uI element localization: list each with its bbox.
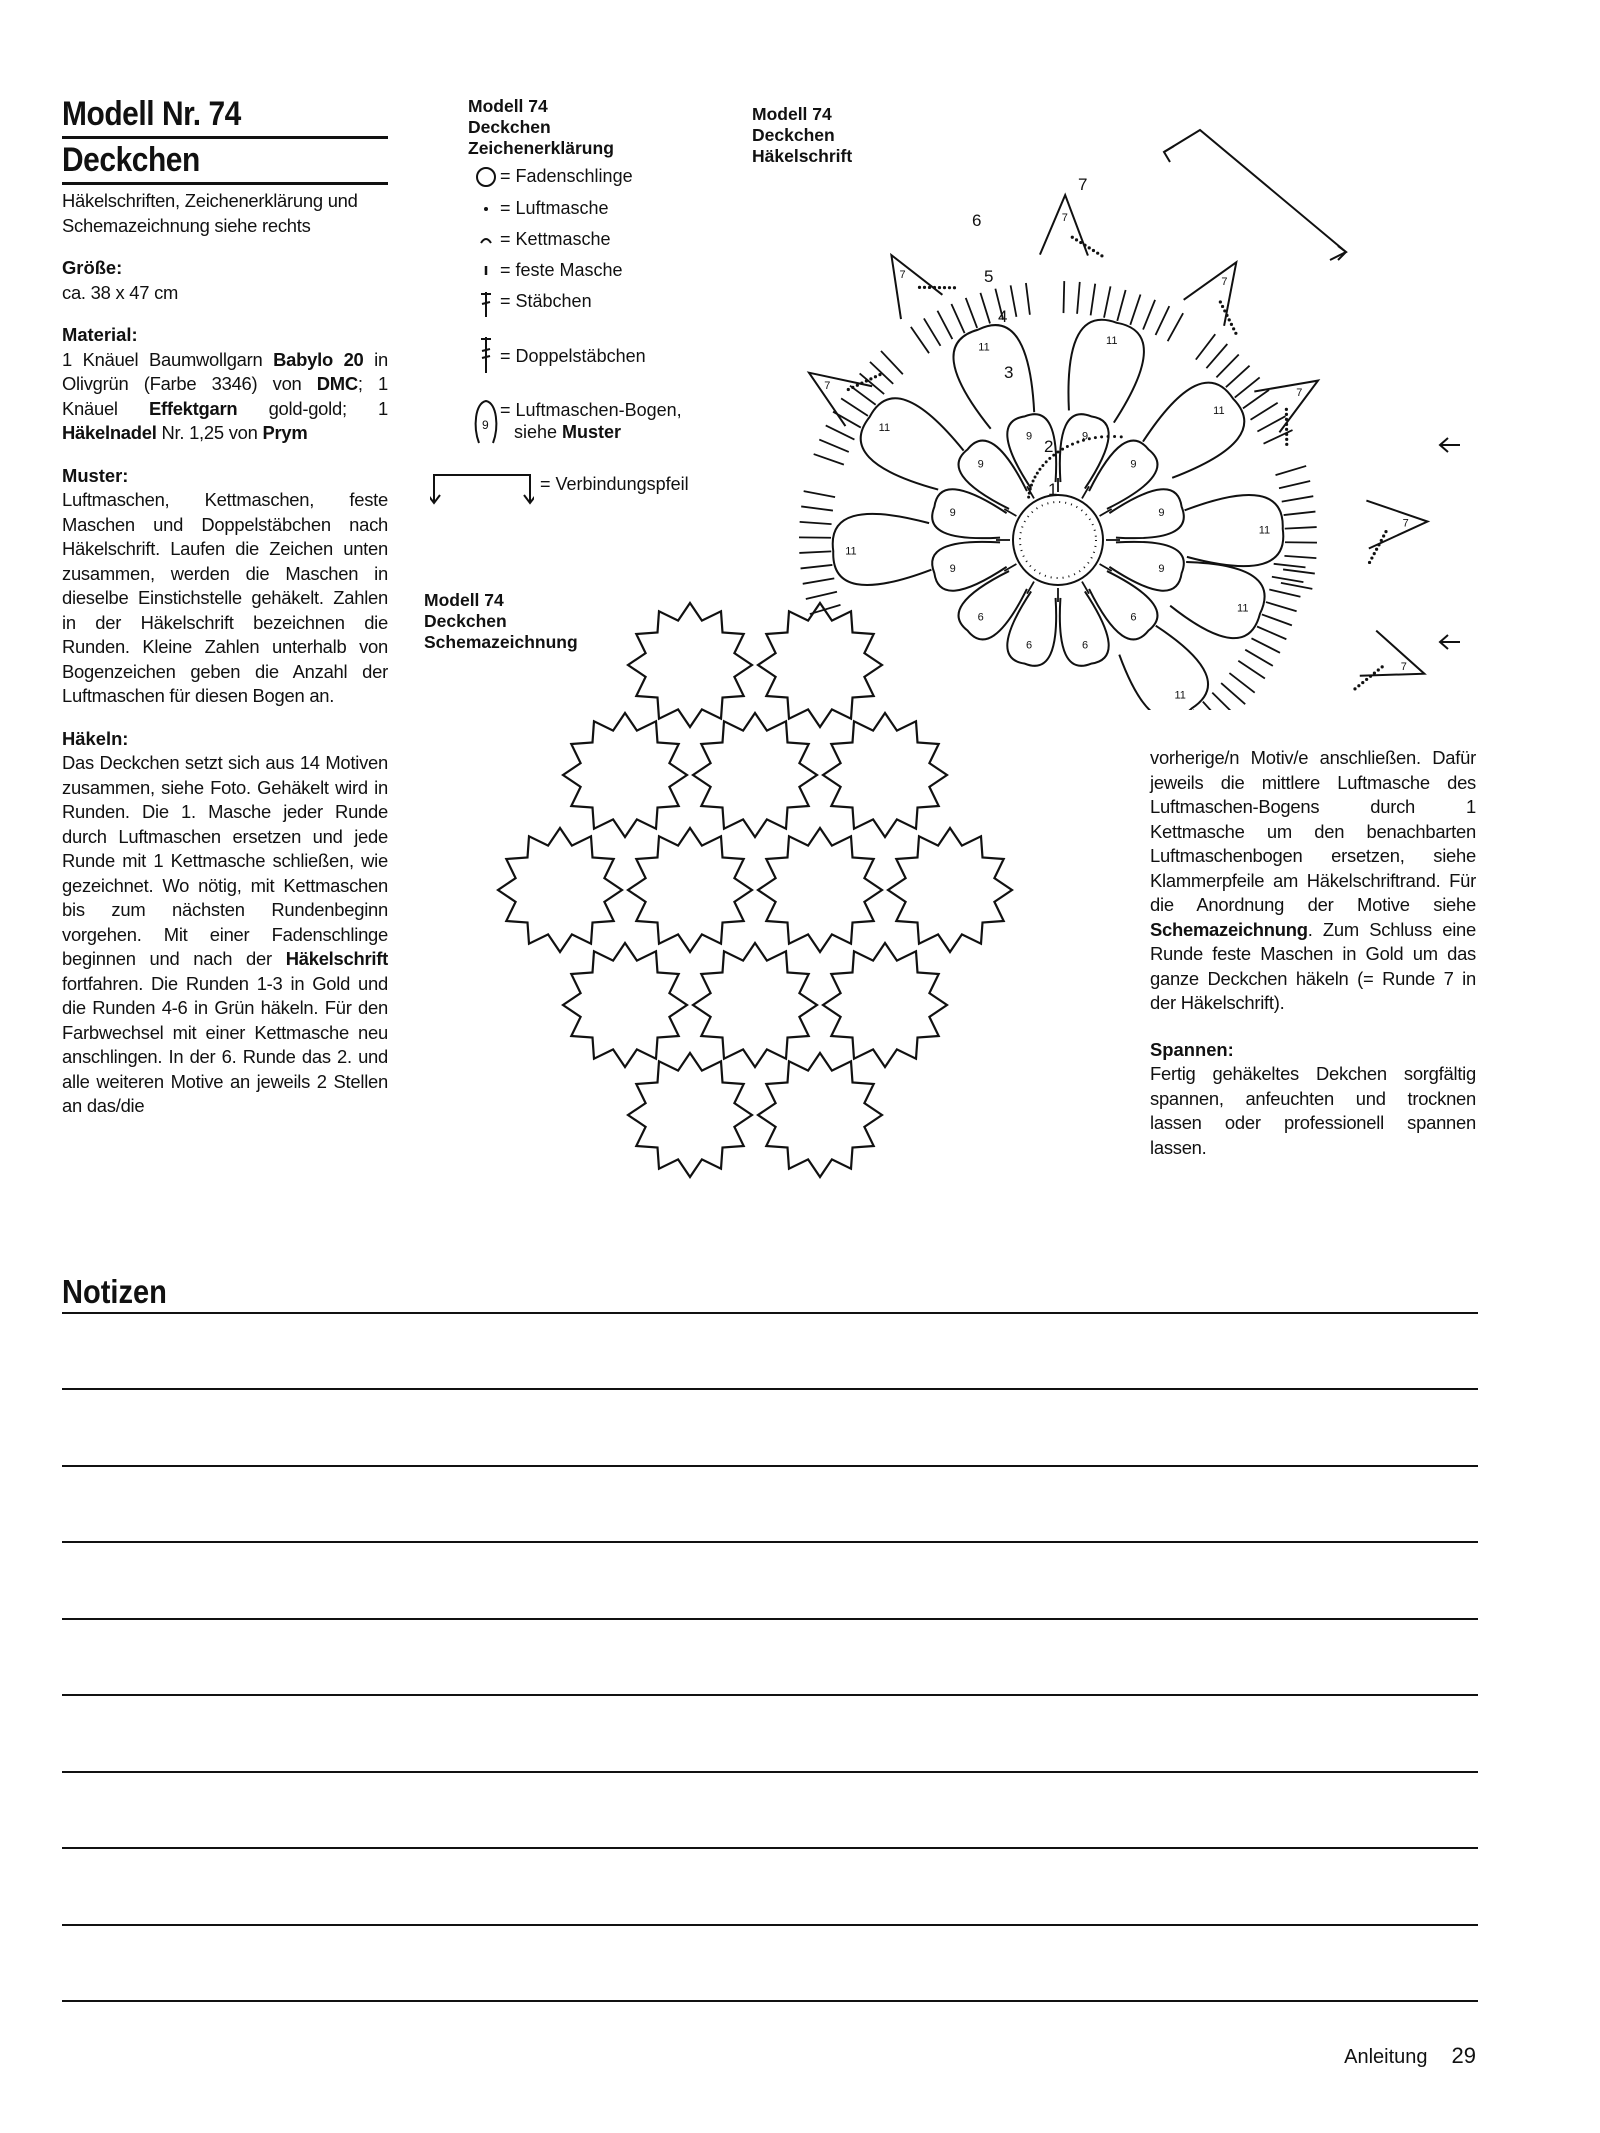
svg-text:11: 11	[878, 421, 891, 434]
svg-text:11: 11	[1213, 405, 1225, 418]
arc-icon	[468, 228, 504, 250]
chain-arc	[861, 398, 964, 489]
chain-arc	[959, 441, 1027, 509]
chain-arc	[953, 325, 1034, 429]
note-line	[62, 1618, 1478, 1620]
svg-text:7: 7	[899, 269, 906, 282]
chain-arc	[1109, 489, 1183, 538]
svg-text:9: 9	[949, 562, 956, 575]
svg-text:9: 9	[1158, 562, 1165, 575]
dc-icon	[468, 290, 504, 318]
schema-label: Modell 74 Deckchen Schemazeichnung	[424, 590, 578, 652]
svg-text:11: 11	[1237, 602, 1249, 615]
star-motif	[563, 713, 687, 837]
model-title: Modell Nr. 74	[62, 95, 241, 133]
title-rule	[62, 136, 388, 139]
loop-icon	[468, 165, 504, 189]
model-subtitle: Deckchen	[62, 141, 200, 179]
star-motif	[758, 1053, 882, 1177]
material-text: 1 Knäuel Baumwollgarn Babylo 20 in Olivgrün (Farbe 3346) von DMC; 1 Knäuel Effektgarn gold-gold; 1 Häkelnadel Nr. 1,25 von Prym	[62, 348, 388, 443]
footer-section: Anleitung	[1344, 2046, 1428, 2068]
svg-text:6: 6	[1026, 639, 1033, 652]
tr-icon	[468, 335, 504, 375]
star-motif	[563, 943, 687, 1067]
chain-arc	[1060, 414, 1109, 488]
svg-text:7: 7	[824, 379, 831, 392]
round-number: 1	[1048, 480, 1058, 499]
chain-arc	[932, 489, 1006, 538]
stretch-heading: Spannen:	[1150, 1038, 1234, 1060]
star-motif	[823, 713, 947, 837]
chain-arc-icon	[468, 397, 504, 445]
pattern-text: Luftmaschen, Kettmaschen, feste Maschen und Doppelstäbchen nach Häkelschrift. Laufen die Zeichen unten zusammen, werden die Maschen in dieselbe Einstichstelle gehäkelt. Zahlen in der Häkelschrift bezeichnen die Runden. Kleine Zahlen unterhalb von Bogenzeichen geben die Anzahl der Luftmaschen für diesen Bogen an.	[62, 489, 388, 706]
svg-text:7: 7	[1400, 661, 1407, 674]
svg-text:7: 7	[1061, 212, 1068, 225]
dot-icon	[468, 197, 504, 219]
chain-arc	[1089, 441, 1157, 509]
note-line	[62, 1771, 1478, 1773]
crochet-chart-label: Modell 74 Deckchen Häkelschrift	[752, 104, 853, 166]
star-motif	[888, 828, 1012, 952]
crochet-text: Das Deckchen setzt sich aus 14 Motiven zusammen, siehe Foto. Gehäkelt wird in Runden. Die 1. Masche jeder Runde durch Luftmaschen ersetzen und jede Runde mit 1 Kettmasche schließen, wie gezeichnet. Wo nötig, mit Kettmaschen bis zum nächsten Rundenbeginn vorgehen. Mit einer Fadenschlinge beginnen und nach der Häkelschrift fortfahren. Die Runden 1-3 in Gold und die Runden 4-6 in Grün häkeln. Für den Farbwechsel mit einer Kettmasche neu anschlingen. In der 6. Runde das 2. und alle weiteren Motive an jeweils 2 Stellen an das/die	[62, 752, 388, 1116]
connect-arrow-right	[1440, 445, 1460, 642]
round-number: 6	[972, 211, 982, 230]
svg-text:11: 11	[1174, 689, 1186, 702]
star-motif	[628, 828, 752, 952]
notes-title: Notizen	[62, 1273, 167, 1310]
material-heading: Material:	[62, 324, 138, 345]
page-footer	[1344, 2043, 1476, 2069]
legend-heading-2: Deckchen	[468, 117, 551, 137]
chain-arc	[1060, 591, 1109, 665]
note-line	[62, 1924, 1478, 1926]
connect-arrow-icon	[430, 469, 534, 505]
svg-text:7: 7	[1402, 517, 1409, 530]
model-intro: Häkelschriften, Zeichenerklärung und Schemazeichnung siehe rechts	[62, 190, 358, 236]
note-line	[62, 1847, 1478, 1849]
bar-icon	[468, 259, 504, 281]
size-heading: Größe:	[62, 257, 123, 278]
star-motif	[823, 943, 947, 1067]
star-motif	[758, 603, 882, 727]
right-column	[1150, 746, 1476, 1160]
pattern-heading: Muster:	[62, 464, 129, 486]
note-line	[62, 1694, 1478, 1696]
svg-text:9: 9	[1158, 507, 1165, 520]
svg-text:11: 11	[978, 341, 990, 354]
note-line	[62, 1541, 1478, 1543]
svg-text:6: 6	[1130, 611, 1137, 624]
subtitle-rule	[62, 182, 388, 185]
chain-arc	[1109, 542, 1183, 591]
size-text: ca. 38 x 47 cm	[62, 281, 179, 303]
star-motif	[758, 828, 882, 952]
page-number: 29	[1451, 2043, 1476, 2068]
stretch-text: Fertig gehäkeltes Dekchen sorgfältig spannen, anfeuchten und trocknen lassen oder professionell spannen lassen.	[1150, 1063, 1476, 1158]
svg-text:11: 11	[1258, 524, 1271, 537]
round-number: 5	[984, 267, 994, 286]
svg-text:7: 7	[1296, 387, 1303, 400]
round-number: 4	[998, 307, 1008, 326]
svg-text:11: 11	[1106, 335, 1118, 348]
legend: Modell 74 Deckchen Zeichenerklärung = Fadenschlinge = Luftmasche = Kettmasche = feste Masche = Stäbchen = Doppelstäbchen 9 = Luftmaschen-Bogen, siehe Muster = Verbindungspfeil	[468, 96, 708, 499]
svg-text:9: 9	[949, 507, 956, 520]
svg-text:7: 7	[1221, 275, 1228, 288]
note-line	[62, 1465, 1478, 1467]
svg-text:9: 9	[482, 418, 489, 432]
svg-text:11: 11	[845, 545, 857, 558]
crochet-heading: Häkeln:	[62, 727, 129, 749]
svg-text:6: 6	[1081, 639, 1089, 652]
svg-text:9: 9	[1081, 430, 1089, 443]
note-line	[62, 1388, 1478, 1390]
svg-text:9: 9	[977, 458, 984, 471]
svg-text:9: 9	[1026, 430, 1033, 443]
round-number: 7	[1078, 175, 1088, 194]
svg-text:6: 6	[977, 611, 984, 624]
star-motif	[498, 828, 622, 952]
crochet-text-continued: vorherige/n Motiv/e anschließen. Dafür jeweils die mittlere Luftmasche des Luftmaschen-Bogens durch 1 Kettmasche um den benachbarten Luftmaschenbogen ersetzen, siehe Klammerpfeile am Häkelschriftrand. Für die Anordnung der Motive siehe Schemazeichnung. Zum Schluss eine Runde feste Maschen in Gold um das ganze Deckchen häkeln (= Runde 7 in der Häkelschrift).	[1150, 747, 1476, 1013]
note-line	[62, 2000, 1478, 2002]
star-motif	[693, 943, 817, 1067]
svg-text:9: 9	[1130, 458, 1137, 471]
schema-drawing	[480, 560, 1040, 1180]
star-motif	[693, 713, 817, 837]
star-motif	[628, 1053, 752, 1177]
legend-heading-1: Modell 74	[468, 96, 548, 116]
round-number: 3	[1004, 363, 1014, 382]
left-column	[62, 94, 388, 1119]
connect-arrow-top	[1164, 130, 1346, 260]
round-number: 2	[1044, 437, 1054, 456]
legend-heading-3: Zeichenerklärung	[468, 138, 614, 158]
chain-arc	[1089, 571, 1157, 639]
note-line	[62, 1312, 1478, 1314]
star-motif	[628, 603, 752, 727]
